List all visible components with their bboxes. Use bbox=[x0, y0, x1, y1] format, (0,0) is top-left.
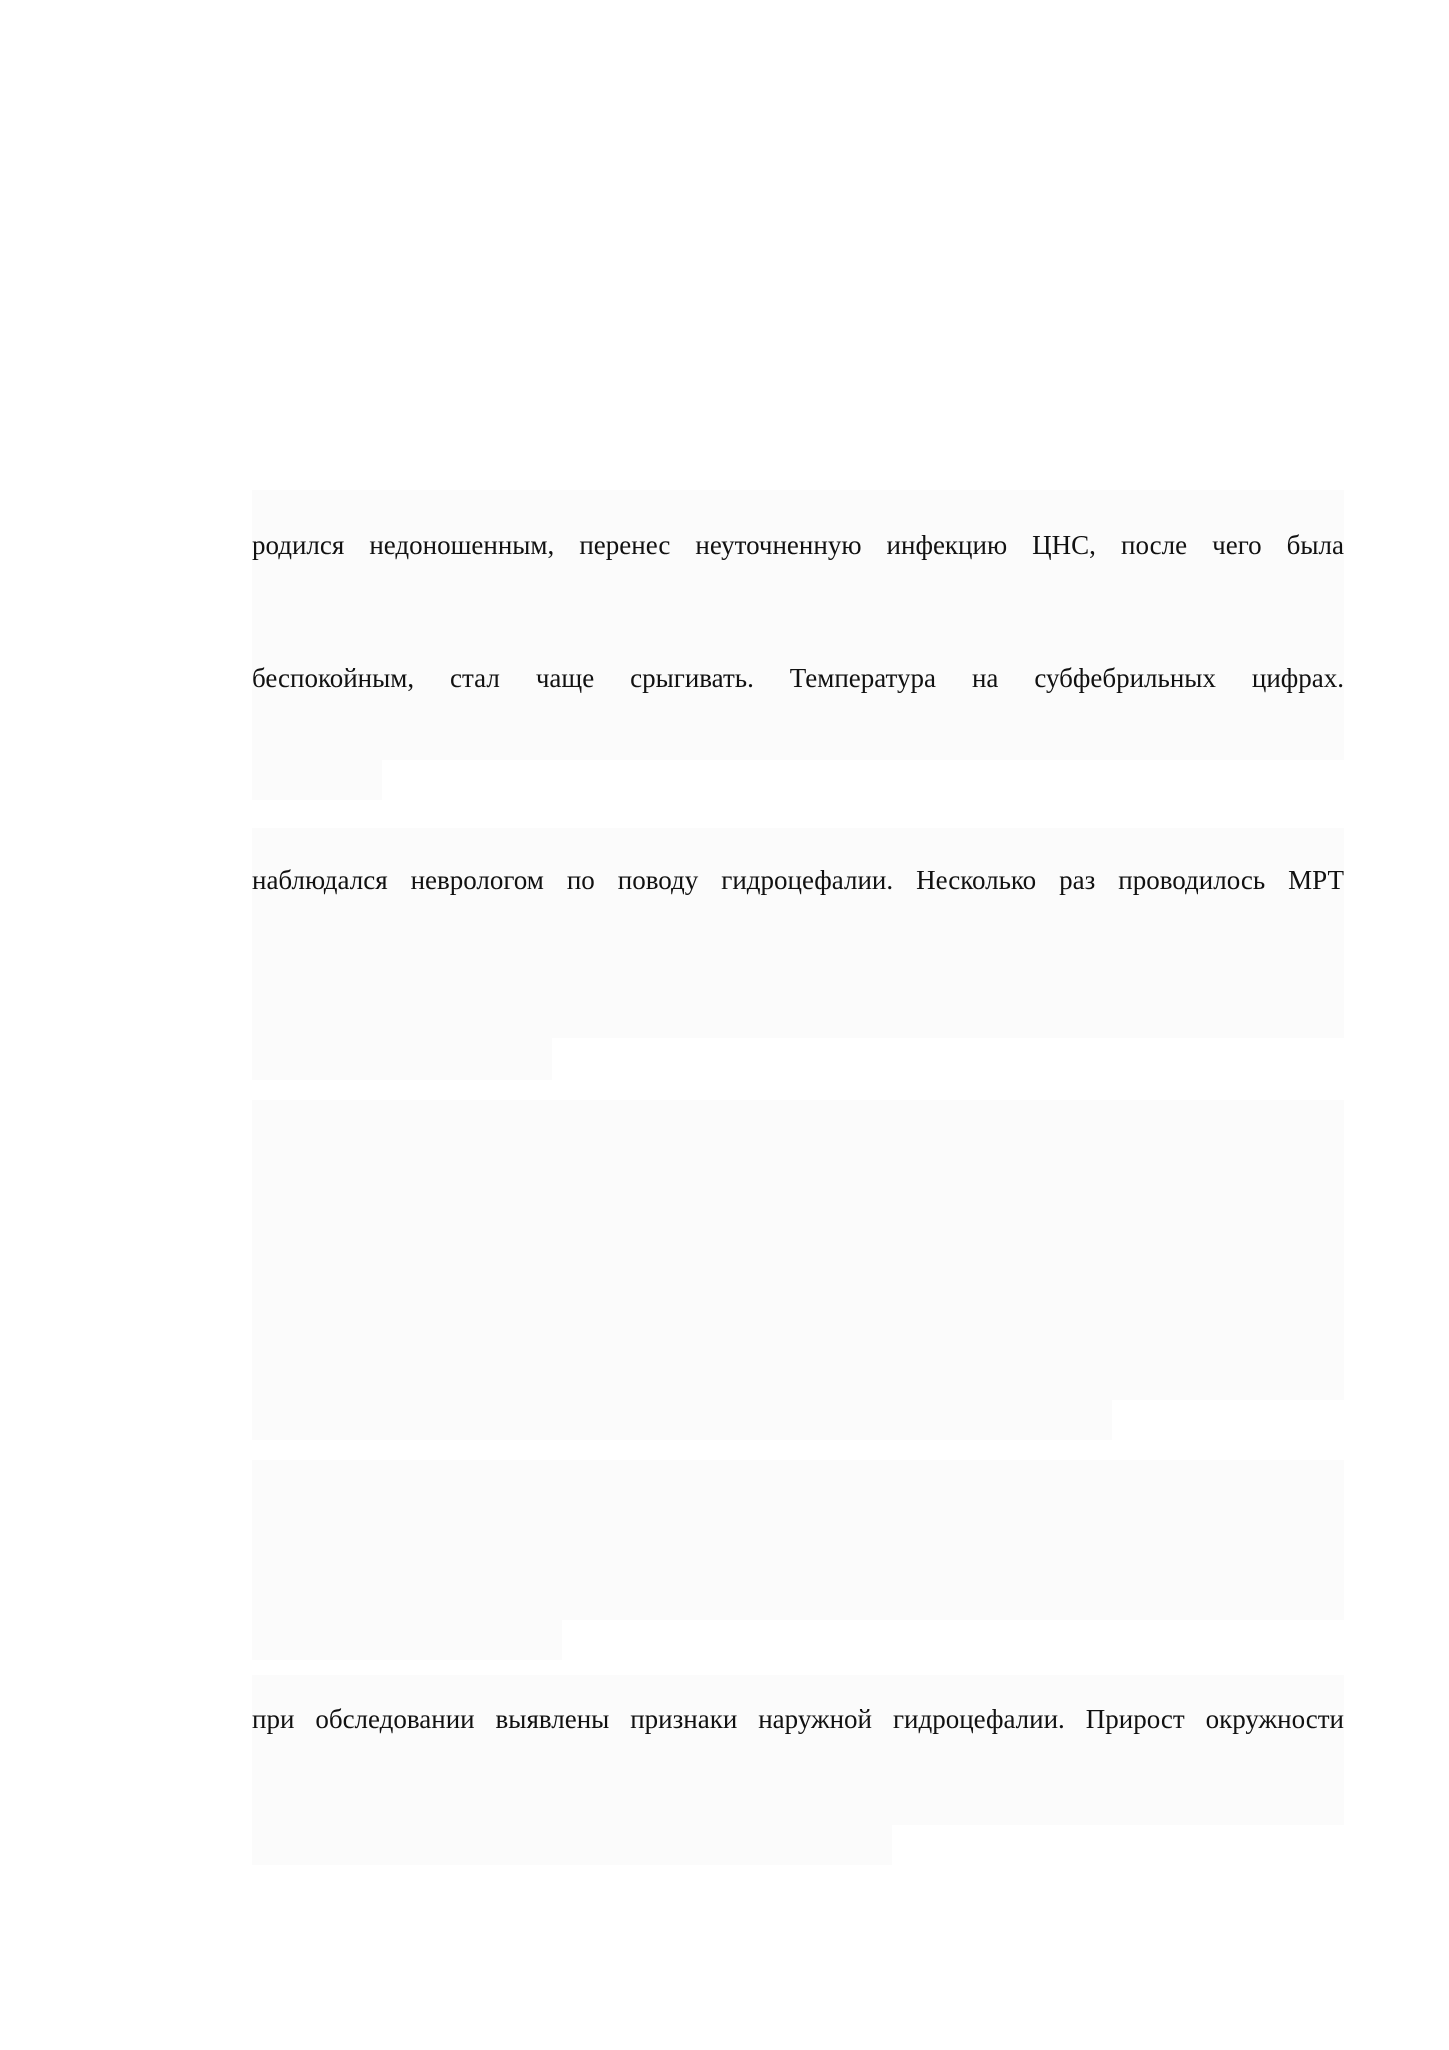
paragraph-line-4: при обследовании выявлены признаки наружной гидроцефалии. Прирост окружности bbox=[252, 1704, 1344, 1734]
paragraph-line-3: наблюдался неврологом по поводу гидроцефалии. Несколько раз проводилось МРТ bbox=[252, 865, 1344, 895]
shade-block bbox=[252, 1460, 1344, 1620]
shade-block bbox=[252, 1675, 1344, 1825]
shade-block bbox=[252, 828, 1344, 1038]
shade-block bbox=[252, 1400, 1112, 1440]
shade-block bbox=[252, 760, 382, 800]
shade-block bbox=[252, 1100, 1344, 1400]
shade-block bbox=[252, 1620, 562, 1660]
paragraph-line-2: беспокойным, стал чаще срыгивать. Температура на субфебрильных цифрах. bbox=[252, 663, 1344, 693]
paragraph-line-1: родился недоношенным, перенес неуточненную инфекцию ЦНС, после чего была bbox=[252, 530, 1344, 560]
shade-block bbox=[252, 1038, 552, 1080]
shade-block bbox=[252, 1825, 892, 1865]
